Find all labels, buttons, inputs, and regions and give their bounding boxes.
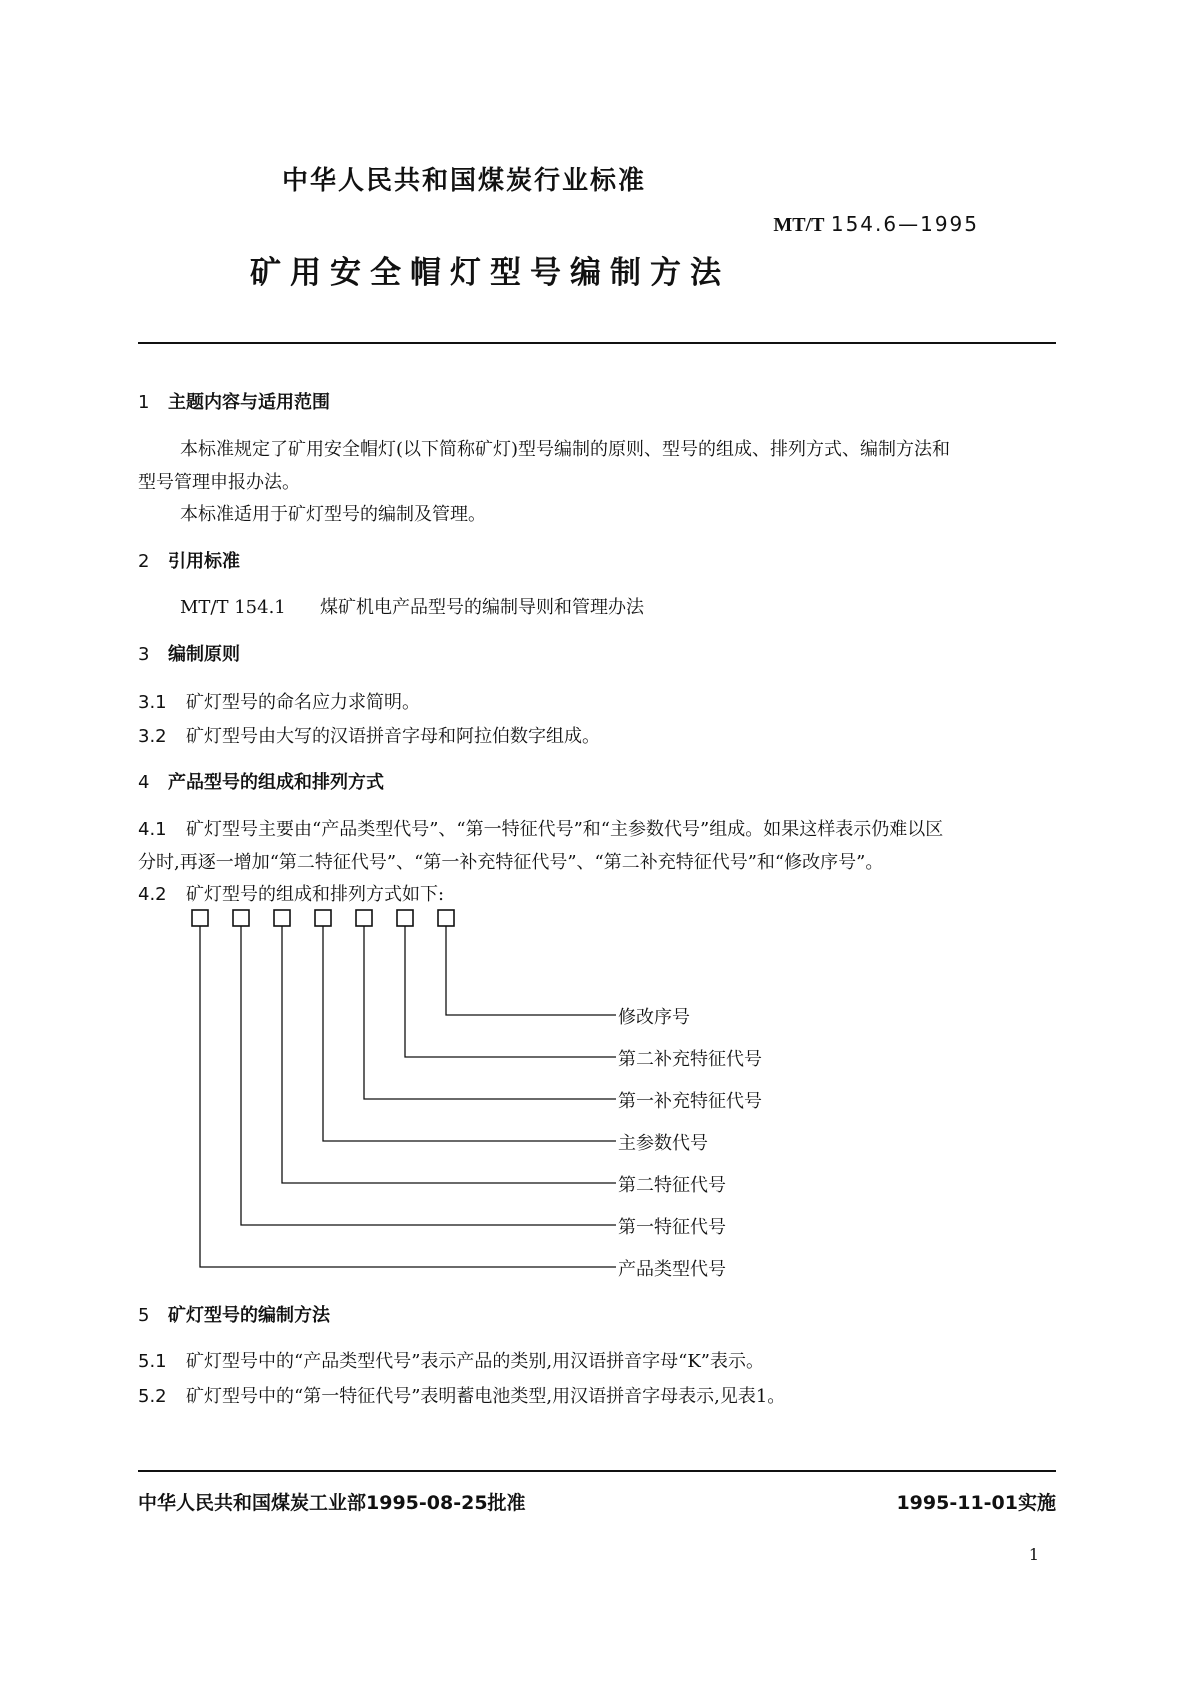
clause-4-1: 4.1 矿灯型号主要由“产品类型代号”、“第一特征代号”和“主参数代号”组成。如果这样表示仍难以区 (138, 819, 944, 840)
code-box-1 (192, 910, 208, 926)
section-2-heading: 2 引用标准 (138, 551, 240, 572)
label-main-parameter: 主参数代号 (618, 1133, 708, 1154)
section-1-heading: 1 主题内容与适用范围 (138, 392, 330, 413)
section-5-heading: 5 矿灯型号的编制方法 (138, 1305, 330, 1326)
label-product-type: 产品类型代号 (618, 1259, 726, 1280)
document-title: 矿用安全帽灯型号编制方法 (250, 255, 730, 291)
section-3-heading: 3 编制原则 (138, 644, 240, 665)
label-second-feature: 第二特征代号 (618, 1175, 726, 1196)
code-prefix: MT/T (773, 214, 825, 236)
label-second-supp-feature: 第二补充特征代号 (618, 1049, 762, 1070)
page-number: 1 (1028, 1545, 1039, 1564)
leader-product-type (200, 926, 616, 1267)
footer-rule (138, 1470, 1056, 1472)
approval-statement: 中华人民共和国煤炭工业部1995-08-25批准 (138, 1492, 526, 1514)
clause-4-2: 4.2 矿灯型号的组成和排列方式如下: (138, 884, 445, 905)
label-first-supp-feature: 第一补充特征代号 (618, 1091, 762, 1112)
code-box-2 (233, 910, 249, 926)
section-1-paragraph-2: 本标准适用于矿灯型号的编制及管理。 (180, 504, 486, 525)
section-1-paragraph-1-cont: 型号管理申报办法。 (138, 472, 300, 493)
reference-title: 煤矿机电产品型号的编制导则和管理办法 (320, 597, 644, 618)
reference-code: MT/T 154.1 (180, 597, 286, 618)
leader-main-param (323, 926, 616, 1141)
section-1-paragraph-1: 本标准规定了矿用安全帽灯(以下简称矿灯)型号编制的原则、型号的组成、排列方式、编制方法和 (180, 439, 951, 460)
clause-3-1: 3.1 矿灯型号的命名应力求简明。 (138, 692, 420, 713)
label-revision-number: 修改序号 (618, 1007, 690, 1028)
reference-standard (180, 593, 644, 619)
code-number: 154.6—1995 (830, 212, 979, 236)
section-4-heading: 4 产品型号的组成和排列方式 (138, 772, 384, 793)
clause-5-1: 5.1 矿灯型号中的“产品类型代号”表示产品的类别,用汉语拼音字母“K”表示。 (138, 1351, 764, 1372)
label-first-feature: 第一特征代号 (618, 1217, 726, 1238)
leader-revision (446, 926, 616, 1015)
standard-category: 中华人民共和国煤炭行业标准 (282, 166, 647, 196)
leader-feature-1 (241, 926, 616, 1225)
leader-supp-1 (364, 926, 616, 1099)
model-code-diagram (180, 905, 620, 1285)
code-box-7 (438, 910, 454, 926)
effective-date: 1995-11-01实施 (896, 1492, 1056, 1514)
standard-code (773, 212, 979, 237)
code-box-3 (274, 910, 290, 926)
header-rule (138, 342, 1056, 344)
clause-5-2: 5.2 矿灯型号中的“第一特征代号”表明蓄电池类型,用汉语拼音字母表示,见表1。 (138, 1386, 786, 1407)
clause-3-2: 3.2 矿灯型号由大写的汉语拼音字母和阿拉伯数字组成。 (138, 726, 600, 747)
code-box-5 (356, 910, 372, 926)
code-box-6 (397, 910, 413, 926)
leader-feature-2 (282, 926, 616, 1183)
leader-supp-2 (405, 926, 616, 1057)
code-box-4 (315, 910, 331, 926)
clause-4-1-cont: 分时,再逐一增加“第二特征代号”、“第一补充特征代号”、“第二补充特征代号”和“修改序号”。 (138, 852, 884, 873)
